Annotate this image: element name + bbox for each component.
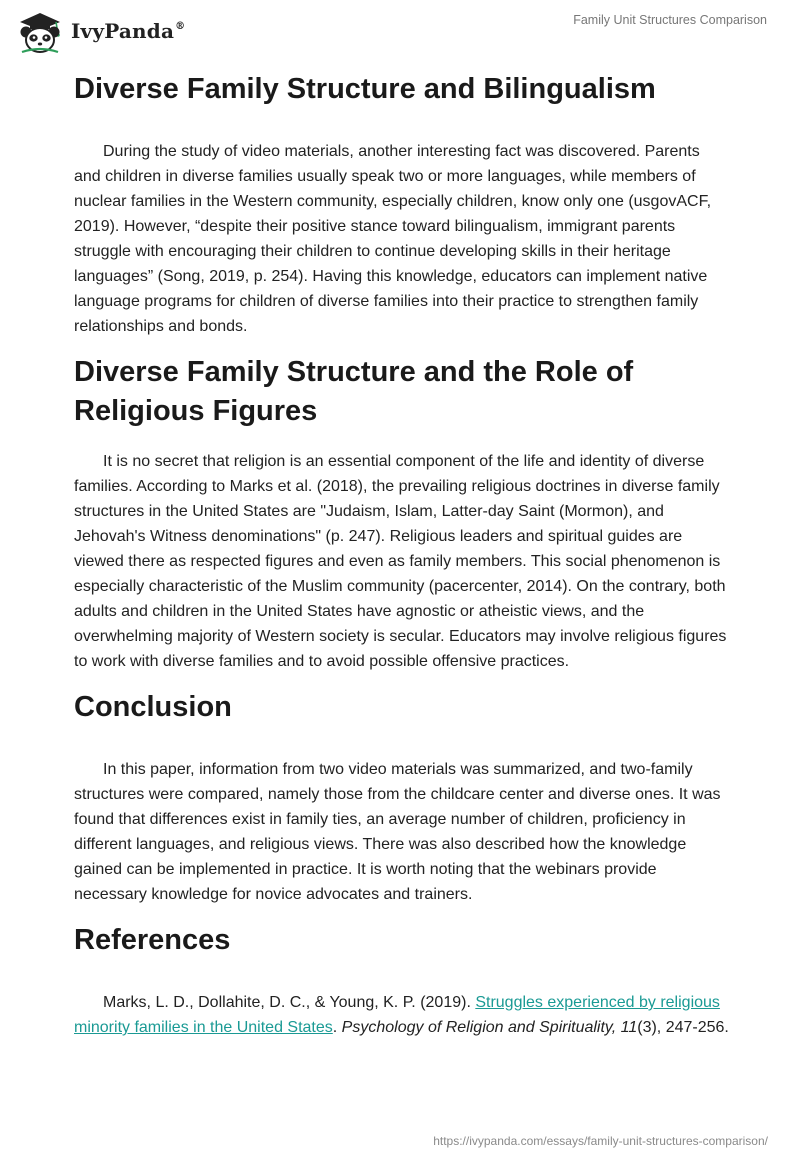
page-header xyxy=(0,0,800,60)
registered-mark: ® xyxy=(175,21,186,32)
panda-graduate-icon xyxy=(14,8,66,54)
reference-link[interactable]: Struggles experienced by religious minority families in the United States xyxy=(74,994,720,1036)
reference-issue-pages: (3), 247-256. xyxy=(637,1019,729,1036)
essay-body xyxy=(74,70,730,1040)
reference-separator: . xyxy=(332,1019,342,1036)
references-heading: References xyxy=(74,924,231,956)
section-paragraph-conclusion: In this paper, information from two video materials was summarized, and two-family structures were compared, namely those from the childcare center and diverse ones. It was found that differences exist in family ties, an average number of children, proficiency in different languages, and religious views. There was also described how the knowledge gained can be implemented in practice. It is worth noting that the webinars provide necessary knowledge for novice advocates and trainers. xyxy=(74,761,721,903)
section-heading-religious-figures: Diverse Family Structure and the Role of Religious Figures xyxy=(74,356,634,427)
section-paragraph-religious-figures: It is no secret that religion is an essential component of the life and identity of diverse families. According to Marks et al. (2018), the prevailing religious doctrines in diverse family structures in the United States are "Judaism, Islam, Latter-day Saint (Mormon), and Jehovah's Witness denominations" (p. 247). Religious leaders and spiritual guides are viewed there as respected figures and even as family members. This social phenomenon is especially characteristic of the Muslim community (pacercenter, 2014). On the contrary, both adults and children in the United States have agnostic or atheistic views, and the overwhelming majority of Western society is secular. Educators may involve religious figures to work with diverse families and to avoid possible offensive practices. xyxy=(74,453,727,670)
section-paragraph-bilingualism: During the study of video materials, another interesting fact was discovered. Parents and children in diverse families usually speak two or more languages, while members of nuclear families in the Western community, especially children, know only one (usgovACF, 2019). However, “despite their positive stance toward bilingualism, immigrant parents struggle with encouraging their children to continue developing skills in their heritage languages” (Song, 2019, p. 254). Having this knowledge, educators can implement native language programs for children of diverse families into their practice to strengthen family relationships and bonds. xyxy=(74,143,712,335)
brand-logo[interactable] xyxy=(14,8,185,54)
source-url[interactable]: https://ivypanda.com/essays/family-unit-structures-comparison/ xyxy=(433,1134,768,1148)
reference-entry xyxy=(74,990,730,1040)
document-title: Family Unit Structures Comparison xyxy=(573,13,767,27)
brand-name: IvyPanda® xyxy=(71,19,186,43)
reference-authors: Marks, L. D., Dollahite, D. C., & Young, K. P. (2019). xyxy=(103,994,476,1011)
section-heading-conclusion: Conclusion xyxy=(74,691,232,723)
reference-journal: Psychology of Religion and Spirituality, 11 xyxy=(341,1019,638,1036)
section-heading-bilingualism: Diverse Family Structure and Bilingualism xyxy=(74,73,656,105)
